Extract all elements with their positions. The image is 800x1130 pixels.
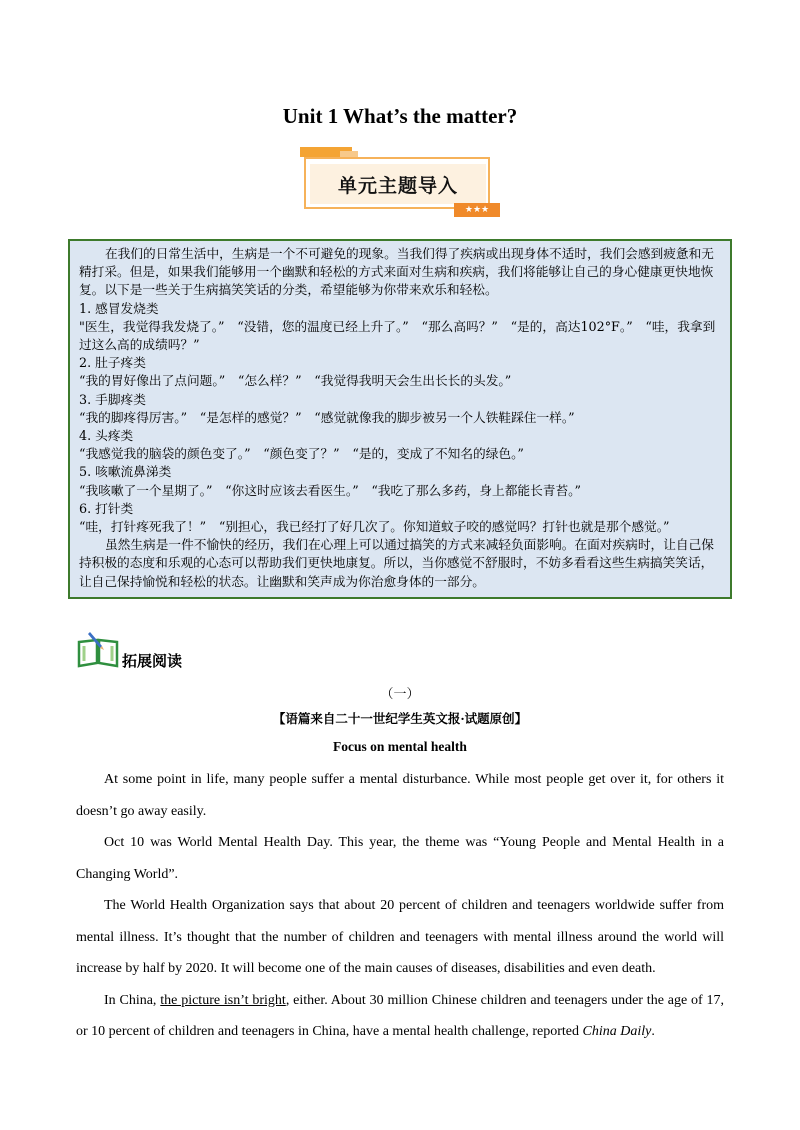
section-label: 拓展阅读 — [122, 652, 183, 670]
underlined-phrase: the picture isn’t bright — [160, 992, 286, 1008]
joke-text: “我咳嗽了一个星期了。” “你这时应该去看医生。” “我吃了那么多药，身上都能长青苔。” — [79, 482, 581, 498]
article-paragraph-1: At some point in life, many people suffer a mental disturbance. While most people get over it, for others it doesn’t go away easily. — [76, 772, 724, 819]
joke-text: “哇，打针疼死我了！” “别担心，我已经打了好几次了。你知道蚊子咬的感觉吗？打针也就是那个感觉。” — [79, 519, 670, 535]
joke-text: “我的脚疼得厉害。” “是怎样的感觉？” “感觉就像我的脚步被另一个人铁鞋踩住一样。” — [79, 409, 575, 425]
joke-category-head: 1. 感冒发烧类 — [79, 300, 159, 316]
article-body — [76, 764, 724, 1048]
joke-category-head: 5. 咳嗽流鼻涕类 — [79, 464, 172, 480]
joke-text: “我的胃好像出了点问题。” “怎么样？” “我觉得我明天会生出长长的头发。” — [79, 373, 512, 389]
intro-box — [68, 239, 732, 599]
part-number: （一） — [380, 687, 420, 702]
joke-text: “我感觉我的脑袋的颜色变了。” “颜色变了？” “是的，变成了不知名的绿色。” — [79, 446, 524, 462]
joke-category-head: 4. 头疼类 — [79, 428, 134, 444]
joke-category-head: 3. 手脚疼类 — [79, 391, 146, 407]
article-paragraph-4 — [76, 985, 724, 1048]
article-title: Focus on mental health — [333, 739, 467, 754]
page-title: Unit 1 What’s the matter? — [282, 104, 518, 128]
open-book-pencil-icon — [76, 630, 120, 668]
banner-label: 单元主题导入 — [338, 175, 459, 197]
intro-paragraph-2: 虽然生病是一件不愉快的经历，我们在心理上可以通过搞笑的方式来减轻负面影响。在面对疾病时，让自己保持积极的态度和乐观的心态可以帮助我们更快地康复。所以，当你感觉不舒服时，不妨多看看这些生病搞笑笑话，让自己保持愉悦和轻松的状态。让幽默和笑声成为你治愈身体的一部分。 — [79, 537, 714, 589]
news-source: China Daily — [582, 1024, 652, 1039]
joke-category-head: 6. 打针类 — [79, 500, 134, 516]
p4-mid: , either. About 30 million Chinese children and teenagers under the age of 17, or 10 percent of children and teenagers in China, have a mental health challenge, reported — [76, 992, 724, 1039]
article-paragraph-2: Oct 10 was World Mental Health Day. This year, the theme was “Young People and Mental Health in a Changing World”. — [76, 835, 724, 882]
unit-theme-banner — [300, 147, 500, 217]
intro-paragraph-1: 在我们的日常生活中，生病是一个不可避免的现象。当我们得了疾病或出现身体不适时，我们会感到疲惫和无精打采。但是，如果我们能够用一个幽默和轻松的方式来面对生病和疾病，我们将能够让自己的身心健康更快地恢复。以下是一些关于生病搞笑笑话的分类，希望能够为你带来欢乐和轻松。 — [79, 246, 714, 298]
article-source: 【语篇来自二十一世纪学生英文报·试题原创】 — [272, 711, 528, 726]
p4-end: . — [651, 1024, 655, 1039]
p4-pre: In China, — [104, 992, 161, 1008]
section-heading — [76, 628, 276, 672]
joke-text: "医生，我觉得我发烧了。” “没错，您的温度已经上升了。” “那么高吗？” “是的，高达102°F。” “哇，我拿到过这么高的成绩吗？” — [79, 318, 716, 353]
joke-category-head: 2. 肚子疼类 — [79, 355, 146, 371]
article-paragraph-3: The World Health Organization says that about 20 percent of children and teenagers worldwide suffer from mental illness. It’s thought that the number of children and teenagers with mental illness around the world will increase by half by 2020. It will become one of the main causes of diseases, disabilities and even death. — [76, 898, 724, 976]
banner-stars: ★★★ — [454, 203, 500, 217]
